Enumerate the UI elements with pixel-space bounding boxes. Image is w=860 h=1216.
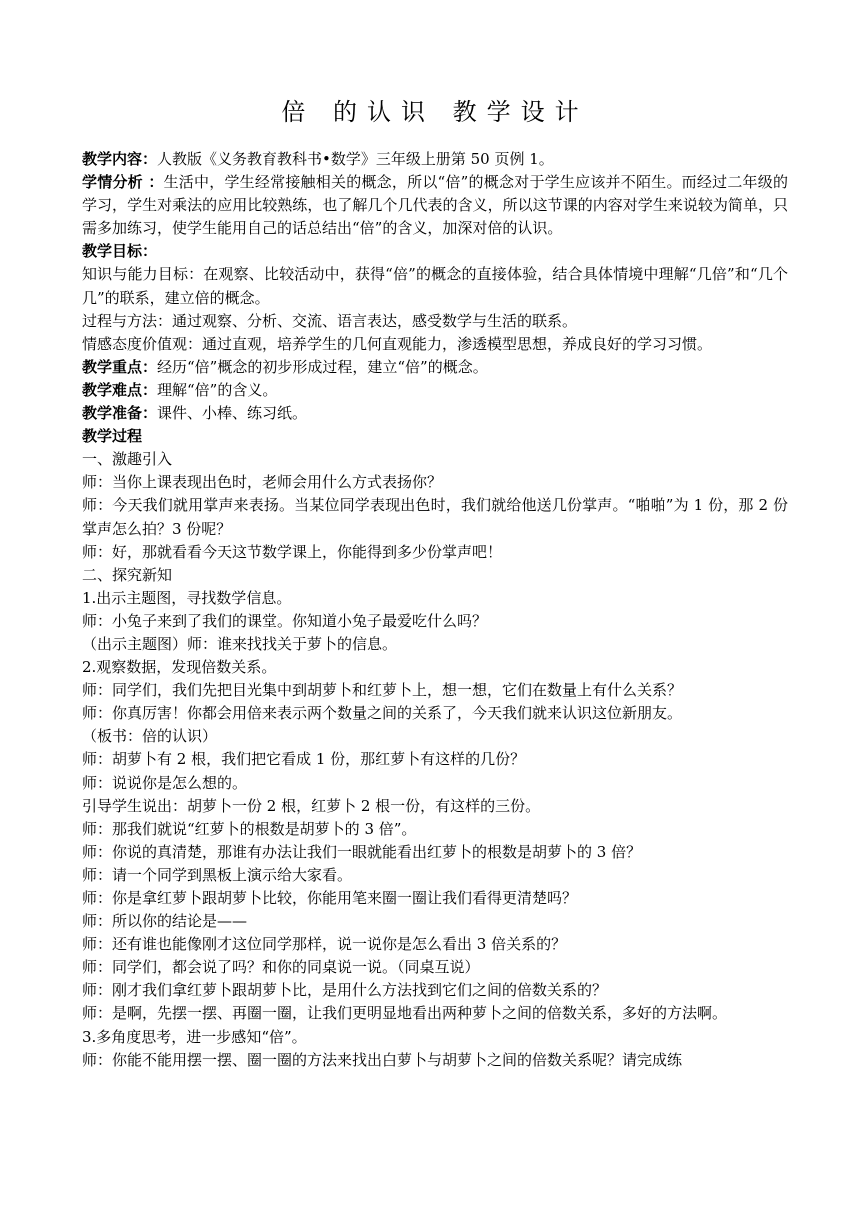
process-line: 师：同学们，我们先把目光集中到胡萝卜和红萝卜上，想一想，它们在数量上有什么关系？ [82, 681, 683, 700]
process-line: 3.多角度思考，进一步感知“倍”。 [82, 1027, 307, 1046]
preparation-label: 教学准备： [82, 404, 158, 423]
teaching-content [82, 148, 788, 171]
learning-analysis-text: 生活中，学生经常接触相关的概念，所以“倍”的概念对于学生应该并不陌生。而经过二年级的学习，学生对乘法的应用比较熟练，也了解几个几代表的含义，所以这节课的内容对学生来说较为简单，只需多加练习，使学生能用自己的话总结出“倍”的含义，加深对倍的认识。 [82, 173, 788, 238]
document-body [82, 148, 788, 1072]
teaching-process-heading: 教学过程 [82, 427, 143, 446]
teaching-preparation [82, 402, 788, 425]
document-title: 倍 的认识 教学设计 [281, 98, 589, 126]
goal-process: 过程与方法：通过观察、分析、交流、语言表达，感受数学与生活的联系。 [82, 311, 578, 330]
teaching-goals-heading: 教学目标： [82, 242, 158, 261]
process-line: 二、探究新知 [82, 565, 173, 584]
process-line: 师：小兔子来到了我们的课堂。你知道小兔子最爱吃什么吗？ [82, 611, 488, 630]
process-line: 师：说说你是怎么想的。 [82, 773, 248, 792]
process-line: 师：你说的真清楚，那谁有办法让我们一眼就能看出红萝卜的根数是胡萝卜的 3 倍？ [82, 842, 642, 861]
teaching-content-text: 人教版《义务教育教科书•数学》三年级上册第 50 页例 1。 [157, 150, 554, 168]
learning-analysis-label: 学情分析 ： [82, 173, 164, 192]
process-line: 师：当你上课表现出色时，老师会用什么方式表扬你？ [82, 473, 443, 492]
teaching-difficulty [82, 379, 788, 402]
goal-attitude: 情感态度价值观：通过直观，培养学生的几何直观能力，渗透模型思想，养成良好的学习习惯。 [82, 334, 713, 353]
process-line: 师：好，那就看看今天这节数学课上，你能得到多少份掌声吧！ [82, 542, 503, 561]
process-line: 引导学生说出：胡萝卜一份 2 根，红萝卜 2 根一份，有这样的三份。 [82, 796, 541, 815]
process-line: 师：今天我们就用掌声来表扬。当某位同学表现出色时，我们就给他送几份掌声。“啪啪”为 1 份，那 2 份掌声怎么拍？3 份呢？ [82, 496, 788, 538]
process-line: 师：你真厉害！你都会用倍来表示两个数量之间的关系了，今天我们就来认识这位新朋友。 [82, 704, 683, 723]
difficulty-label: 教学难点： [82, 380, 158, 399]
process-line: 师：胡萝卜有 2 根，我们把它看成 1 份，那红萝卜有这样的几份？ [82, 750, 526, 769]
process-line: 师：请一个同学到黑板上演示给大家看。 [82, 865, 353, 884]
process-line: 1.出示主题图，寻找数学信息。 [82, 588, 292, 607]
goal-knowledge: 知识与能力目标：在观察、比较活动中，获得“倍”的概念的直接体验，结合具体情境中理解“几倍”和“几个几”的联系，建立倍的概念。 [82, 265, 788, 307]
process-line: 师：你是拿红萝卜跟胡萝卜比较，你能用笔来圈一圈让我们看得更清楚吗？ [82, 889, 578, 907]
process-line: 师：刚才我们拿红萝卜跟胡萝卜比，是用什么方法找到它们之间的倍数关系的？ [82, 981, 608, 1000]
process-line: （出示主题图）师：谁来找找关于萝卜的信息。 [82, 634, 398, 653]
key-point-label: 教学重点： [82, 357, 158, 376]
process-line: 师：那我们就说“红萝卜的根数是胡萝卜的 3 倍”。 [82, 819, 417, 838]
process-line: 师：你能不能用摆一摆、圈一圈的方法来找出白萝卜与胡萝卜之间的倍数关系呢？请完成练 [82, 1050, 683, 1069]
teaching-key-point [82, 356, 788, 379]
process-line: 师：同学们，都会说了吗？和你的同桌说一说。（同桌互说） [82, 958, 480, 977]
process-line: 师：所以你的结论是—— [82, 912, 248, 931]
process-line: 2.观察数据，发现倍数关系。 [82, 658, 277, 677]
preparation-text: 课件、小棒、练习纸。 [157, 404, 308, 423]
process-line: （板书：倍的认识） [82, 727, 218, 746]
difficulty-text: 理解“倍”的含义。 [157, 380, 278, 399]
process-line: 师：还有谁也能像刚才这位同学那样，说一说你是怎么看出 3 倍关系的？ [82, 935, 567, 954]
learning-analysis [82, 171, 788, 240]
process-line: 一、激趣引入 [82, 450, 173, 469]
process-line: 师：是啊，先摆一摆、再圈一圈，让我们更明显地看出两种萝卜之间的倍数关系，多好的方法啊。 [82, 1004, 728, 1023]
key-point-text: 经历“倍”概念的初步形成过程，建立“倍”的概念。 [157, 357, 488, 376]
teaching-content-label: 教学内容： [82, 150, 158, 168]
